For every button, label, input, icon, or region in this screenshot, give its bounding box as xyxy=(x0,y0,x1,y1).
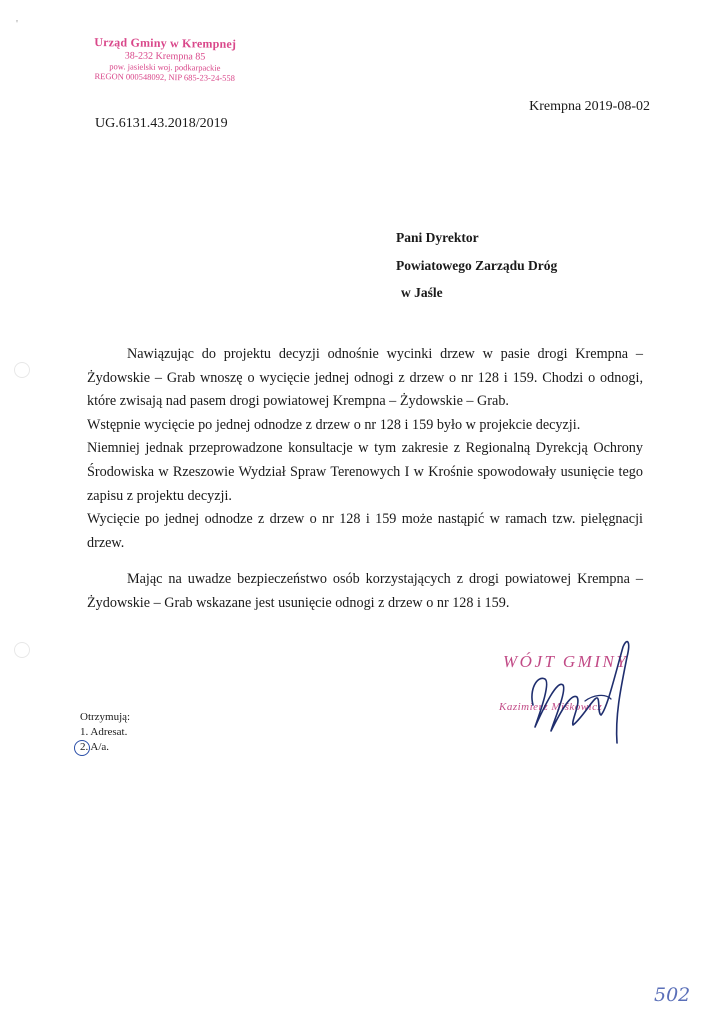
addressee-line-2: Powiatowego Zarządu Dróg xyxy=(396,257,558,273)
body-paragraph-1: Nawiązując do projektu decyzji odnośnie wycinki drzew w pasie drogi Krempna – Żydowskie – Grab wnoszę o wycięcie jednej odnogi z drzew o nr 128 i 159. Chodzi o odnogi, które zwisają nad pasem drogi powiatowej Krempna – Żydowskie – Grab. xyxy=(87,346,643,410)
seal-person-name: Kazimierz Miśkowicz xyxy=(499,701,603,713)
reference-number: UG.6131.43.2018/2019 xyxy=(95,116,228,131)
stamp-region: pow. jasielski woj. podkarpackie xyxy=(109,61,221,73)
punch-hole-mark xyxy=(14,362,30,378)
place-date: Krempna 2019-08-02 xyxy=(529,99,650,114)
addressee-line-3: w Jaśle xyxy=(401,285,443,300)
punch-hole-mark xyxy=(14,642,30,658)
handwritten-signature xyxy=(515,635,645,750)
stamp-address: 38-232 Krempna 85 xyxy=(124,50,206,63)
pen-circle-mark xyxy=(74,740,90,756)
recipients-list xyxy=(80,710,130,755)
recipient-item-2-text: A/a. xyxy=(90,741,110,753)
corner-mark: ' xyxy=(16,18,18,30)
stamp-ids: REGON 000548092, NIP 685-23-24-558 xyxy=(94,71,236,83)
body-paragraph-2: Wstępnie wycięcie po jednej odnodze z drzew o nr 128 i 159 było w projekcie decyzji. xyxy=(87,416,581,433)
stamp-office-name: Urząd Gminy w Krempnej xyxy=(94,35,237,51)
seal-title: WÓJT GMINY xyxy=(503,652,629,671)
body-paragraph-5: Mając na uwadze bezpieczeństwo osób korzystających z drogi powiatowej Krempna – Żydowskie – Grab wskazane jest usunięcie odnogi z drzew o nr 128 i 159. xyxy=(87,571,643,611)
body-paragraph-4: Wycięcie po jednej odnodze z drzew o nr 128 i 159 może nastąpić w ramach tzw. pielęgnacji drzew. xyxy=(87,511,643,551)
recipient-item-1: 1. Adresat. xyxy=(80,726,128,738)
body-paragraph-3: Niemniej jednak przeprowadzone konsultacje w tym zakresie z Regionalną Dyrekcją Ochrony Środowiska w Rzeszowie Wydział Spraw Terenowych I w Krośnie spowodowały usunięcie tego zapisu z projektu decyzji. xyxy=(87,440,643,504)
addressee-line-1: Pani Dyrektor xyxy=(396,230,479,245)
handwritten-page-number: 502 xyxy=(654,984,691,1006)
circled-number: 2. xyxy=(80,740,88,755)
office-stamp xyxy=(70,35,261,84)
recipient-item-2 xyxy=(80,740,130,755)
letter-body xyxy=(87,343,643,616)
recipient-item-2-number: 2 xyxy=(80,741,86,753)
addressee-block xyxy=(396,230,557,313)
recipients-heading: Otrzymują: xyxy=(80,711,131,723)
